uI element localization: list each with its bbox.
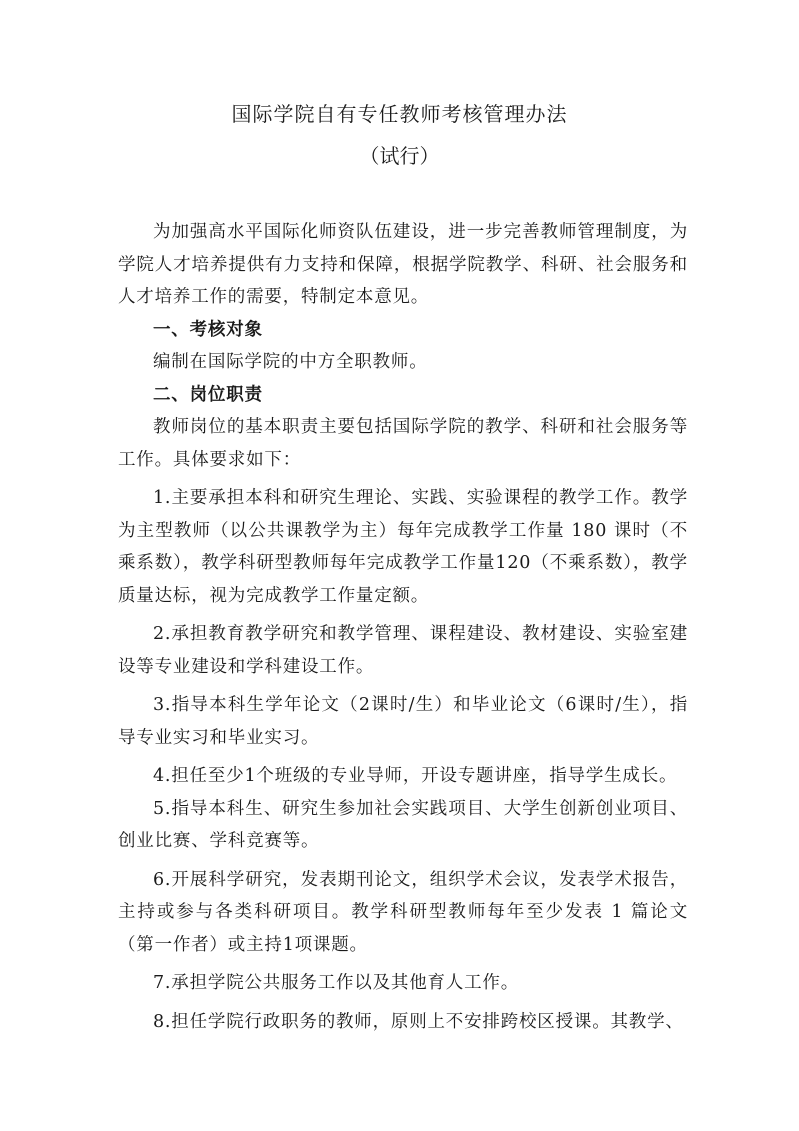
duty-item-4: 4.担任至少1个班级的专业导师，开设专题讲座，指导学生成长。 [153, 766, 678, 786]
duty-item-8: 8.担任学院行政职务的教师，原则上不安排跨校区授课。其教学、 [153, 1011, 684, 1032]
section-text-job-duties: 教师岗位的基本职责主要包括国际学院的教学、科研和社会服务等工作。具体要求如下： [118, 417, 688, 470]
intro-paragraph: 为加强高水平国际化师资队伍建设，进一步完善教师管理制度，为学院人才培养提供有力支持和保障，根据学院教学、科研、社会服务和人才培养工作的需要，特制定本意见。 [118, 222, 688, 307]
duty-item-3: 3.指导本科生学年论文（2课时/生）和毕业论文（6课时/生），指导专业实习和毕业实习。 [118, 695, 688, 748]
duty-item-7: 7.承担学院公共服务工作以及其他育人工作。 [153, 973, 519, 993]
duty-item-6: 6.开展科学研究，发表期刊论文，组织学术会议，发表学术报告，主持或参与各类科研项目。教学科研型教师每年至少发表 1 篇论文（第一作者）或主持1项课题。 [118, 869, 688, 955]
document-title: 国际学院自有专任教师考核管理办法 [231, 102, 568, 126]
section-heading-job-duties: 二、岗位职责 [153, 384, 263, 405]
section-text-assessment-target: 编制在国际学院的中方全职教师。 [153, 352, 428, 372]
section-heading-assessment-target: 一、考核对象 [153, 319, 263, 340]
duty-item-1: 1.主要承担本科和研究生理论、实践、实验课程的教学工作。教学为主型教师（以公共课教学为主）每年完成教学工作量 180 课时（不乘系数），教学科研型教师每年完成教学工作量120（不乘系数），教学质量达标，视为完成教学工作量定额。 [118, 488, 688, 606]
duty-item-5: 5.指导本科生、研究生参加社会实践项目、大学生创新创业项目、创业比赛、学科竞赛等。 [118, 798, 688, 851]
document-body [118, 216, 688, 1038]
document-subtitle: （试行） [359, 144, 440, 168]
duty-item-2: 2.承担教育教学研究和教学管理、课程建设、教材建设、实验室建设等专业建设和学科建设工作。 [118, 624, 688, 677]
